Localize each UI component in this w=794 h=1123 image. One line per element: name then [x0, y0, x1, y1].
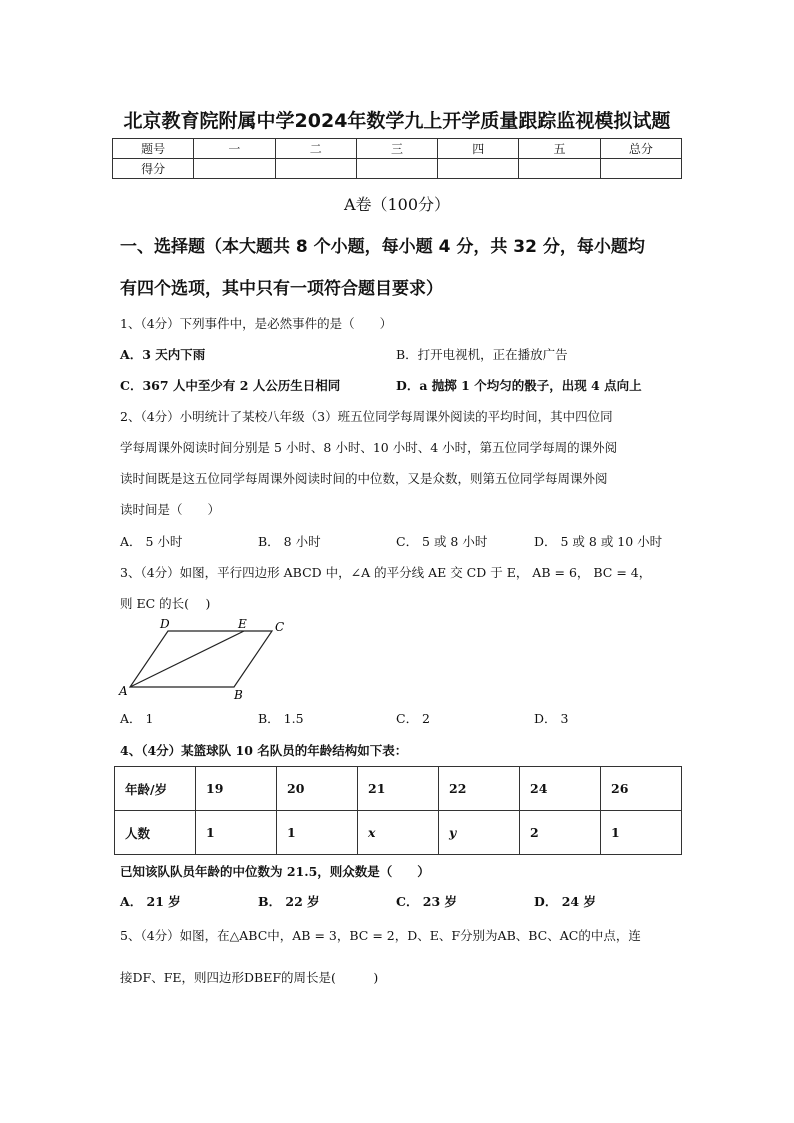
q5-line2: 接DF、FE，则四边形DBEF的周长是( ) [120, 970, 379, 985]
q3-option-a[interactable]: A． 1 [120, 711, 154, 726]
count-cell: 1 [277, 811, 358, 855]
part1-heading-line2: 有四个选项，其中只有一项符合题目要求） [120, 279, 443, 299]
parallelogram-figure [114, 614, 314, 704]
fig-label-b: B [234, 688, 243, 702]
exam-title: 北京教育院附属中学2024年数学九上开学质量跟踪监视模拟试题 [123, 110, 671, 132]
age-table-row-counts [115, 811, 682, 855]
q4-after-text: 已知该队队员年龄的中位数为 21.5，则众数是（ ） [120, 864, 430, 879]
q4-option-a[interactable]: A． 21 岁 [120, 894, 181, 909]
q2-option-a[interactable]: A． 5 小时 [120, 534, 183, 549]
q3-line2: 则 EC 的长( ) [120, 596, 211, 611]
q1-option-d[interactable]: D．a 抛掷 1 个均匀的骰子，出现 4 点向上 [396, 378, 642, 393]
age-table [114, 766, 682, 855]
q2-line4: 读时间是（ ） [120, 502, 221, 517]
q2-line3: 读时间既是这五位同学每周课外阅读时间的中位数，又是众数，则第五位同学每周课外阅 [120, 471, 608, 486]
age-cell: 24 [520, 767, 601, 811]
age-cell: 20 [277, 767, 358, 811]
q3-line1: 3、（4分）如图，平行四边形 ABCD 中，∠A 的平分线 AE 交 CD 于 E， AB = 6， BC = 4， [120, 565, 652, 580]
part1-heading-line1: 一、选择题（本大题共 8 个小题，每小题 4 分，共 32 分，每小题均 [120, 237, 645, 257]
q1-option-b[interactable]: B．打开电视机，正在播放广告 [396, 347, 568, 362]
count-cell: 人数 [115, 811, 196, 855]
score-header-cell: 一 [194, 139, 275, 159]
score-input-cell[interactable] [519, 159, 600, 179]
parallelogram-abcd [130, 631, 272, 687]
q4-option-b[interactable]: B． 22 岁 [258, 894, 320, 909]
q4-option-d[interactable]: D． 24 岁 [534, 894, 596, 909]
q2-line2: 学每周课外阅读时间分别是 5 小时、8 小时、10 小时、4 小时，第五位同学每周的课外阅 [120, 440, 618, 455]
count-cell: 1 [196, 811, 277, 855]
score-table [112, 138, 682, 179]
q2-option-c[interactable]: C． 5 或 8 小时 [396, 534, 488, 549]
score-table-score-row [113, 159, 682, 179]
q2-line1: 2、（4分）小明统计了某校八年级（3）班五位同学每周课外阅读的平均时间，其中四位同 [120, 409, 613, 424]
count-cell: x [358, 811, 439, 855]
count-cell: 1 [601, 811, 682, 855]
q2-option-d[interactable]: D． 5 或 8 或 10 小时 [534, 534, 663, 549]
score-header-cell: 题号 [113, 139, 194, 159]
score-header-cell: 二 [275, 139, 356, 159]
segment-ae [130, 631, 244, 687]
age-cell: 19 [196, 767, 277, 811]
fig-label-e: E [238, 617, 247, 631]
q2-option-b[interactable]: B． 8 小时 [258, 534, 321, 549]
score-input-cell[interactable] [275, 159, 356, 179]
age-table-row-ages [115, 767, 682, 811]
score-input-cell[interactable] [600, 159, 681, 179]
fig-label-d: D [160, 617, 170, 631]
q3-option-d[interactable]: D． 3 [534, 711, 569, 726]
section-a-title: A卷（100分） [343, 195, 451, 214]
count-cell: 2 [520, 811, 601, 855]
score-header-cell: 四 [438, 139, 519, 159]
age-cell: 21 [358, 767, 439, 811]
fig-label-c: C [275, 620, 285, 634]
score-input-cell[interactable] [438, 159, 519, 179]
q4-option-c[interactable]: C． 23 岁 [396, 894, 458, 909]
age-cell: 26 [601, 767, 682, 811]
score-input-cell[interactable] [356, 159, 437, 179]
age-cell: 年龄/岁 [115, 767, 196, 811]
score-row-label: 得分 [113, 159, 194, 179]
q1-option-a[interactable]: A．3 天内下雨 [120, 347, 206, 362]
q3-option-b[interactable]: B． 1.5 [258, 711, 304, 726]
q5-line1: 5、（4分）如图，在△ABC中，AB = 3，BC = 2，D、E、F分别为AB、BC、AC的中点，连 [120, 928, 641, 943]
count-cell: y [439, 811, 520, 855]
q4-stem: 4、（4分）某篮球队 10 名队员的年龄结构如下表： [120, 743, 408, 758]
score-table-header-row [113, 139, 682, 159]
score-header-cell: 五 [519, 139, 600, 159]
q1-stem: 1、（4分）下列事件中，是必然事件的是（ ） [120, 316, 393, 331]
score-input-cell[interactable] [194, 159, 275, 179]
fig-label-a: A [119, 684, 128, 698]
q3-option-c[interactable]: C． 2 [396, 711, 430, 726]
score-header-cell: 总分 [600, 139, 681, 159]
age-cell: 22 [439, 767, 520, 811]
score-header-cell: 三 [356, 139, 437, 159]
q1-option-c[interactable]: C．367 人中至少有 2 人公历生日相同 [120, 378, 341, 393]
